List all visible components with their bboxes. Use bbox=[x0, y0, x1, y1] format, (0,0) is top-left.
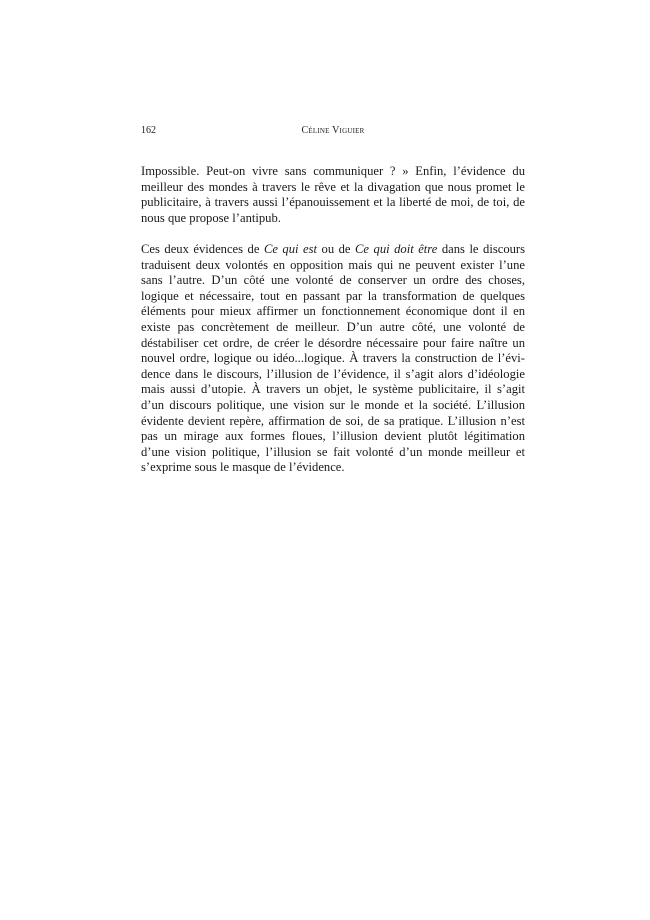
paragraph-2-italic-2: Ce qui doit être bbox=[355, 241, 438, 256]
paragraph-2-part-2: ou de bbox=[317, 241, 356, 256]
page-header bbox=[141, 124, 525, 138]
running-head-author: Céline Viguier bbox=[301, 125, 365, 136]
paragraph-2-part-3: dans le discours traduisent deux volontés en opposition mais qui ne peuvent exister l’une sans l’autre. D’un côté une volonté de conserver un ordre des choses, logique et nécessaire, tout en passant par la transformation de quelques éléments pour mieux affirmer un fonctionnement économique dont il en existe pas concrètement de meilleur. D’un autre côté, une volonté de déstabiliser cet ordre, de créer le désordre nécessaire pour faire naître un nouvel ordre, logique ou idéo...logique. À travers la construction de l’évidence dans le discours, l’illusion de l’évidence, il s’agit alors d’idéologie mais aussi d’utopie. À travers un objet, le système publicitaire, il s’agit d’un discours politique, une vision sur le monde et la société. L’illusion évidente devient repère, affirmation de soi, de sa pratique. L’illusion n’est pas un mirage aux formes floues, l’illusion devient plutôt légitimation d’une vision politique, l’illusion se fait volonté d’un monde meilleur et s’exprime sous le masque de l’évidence. bbox=[141, 241, 526, 475]
paragraph-2 bbox=[141, 242, 525, 476]
paragraph-2-italic-1: Ce qui est bbox=[263, 241, 318, 256]
paragraph-1: Impossible. Peut-on vivre sans communiquer ? » Enfin, l’évidence du meilleur des mondes à travers le rêve et la divagation que nous promet le publicitaire, à travers aussi l’épanouissement et la liberté de moi, de toi, de nous que propose l’antipub. bbox=[141, 164, 525, 225]
page-number: 162 bbox=[141, 125, 156, 136]
paragraph-2-part-1: Ces deux évidences de bbox=[141, 241, 264, 256]
body-text bbox=[141, 164, 525, 476]
